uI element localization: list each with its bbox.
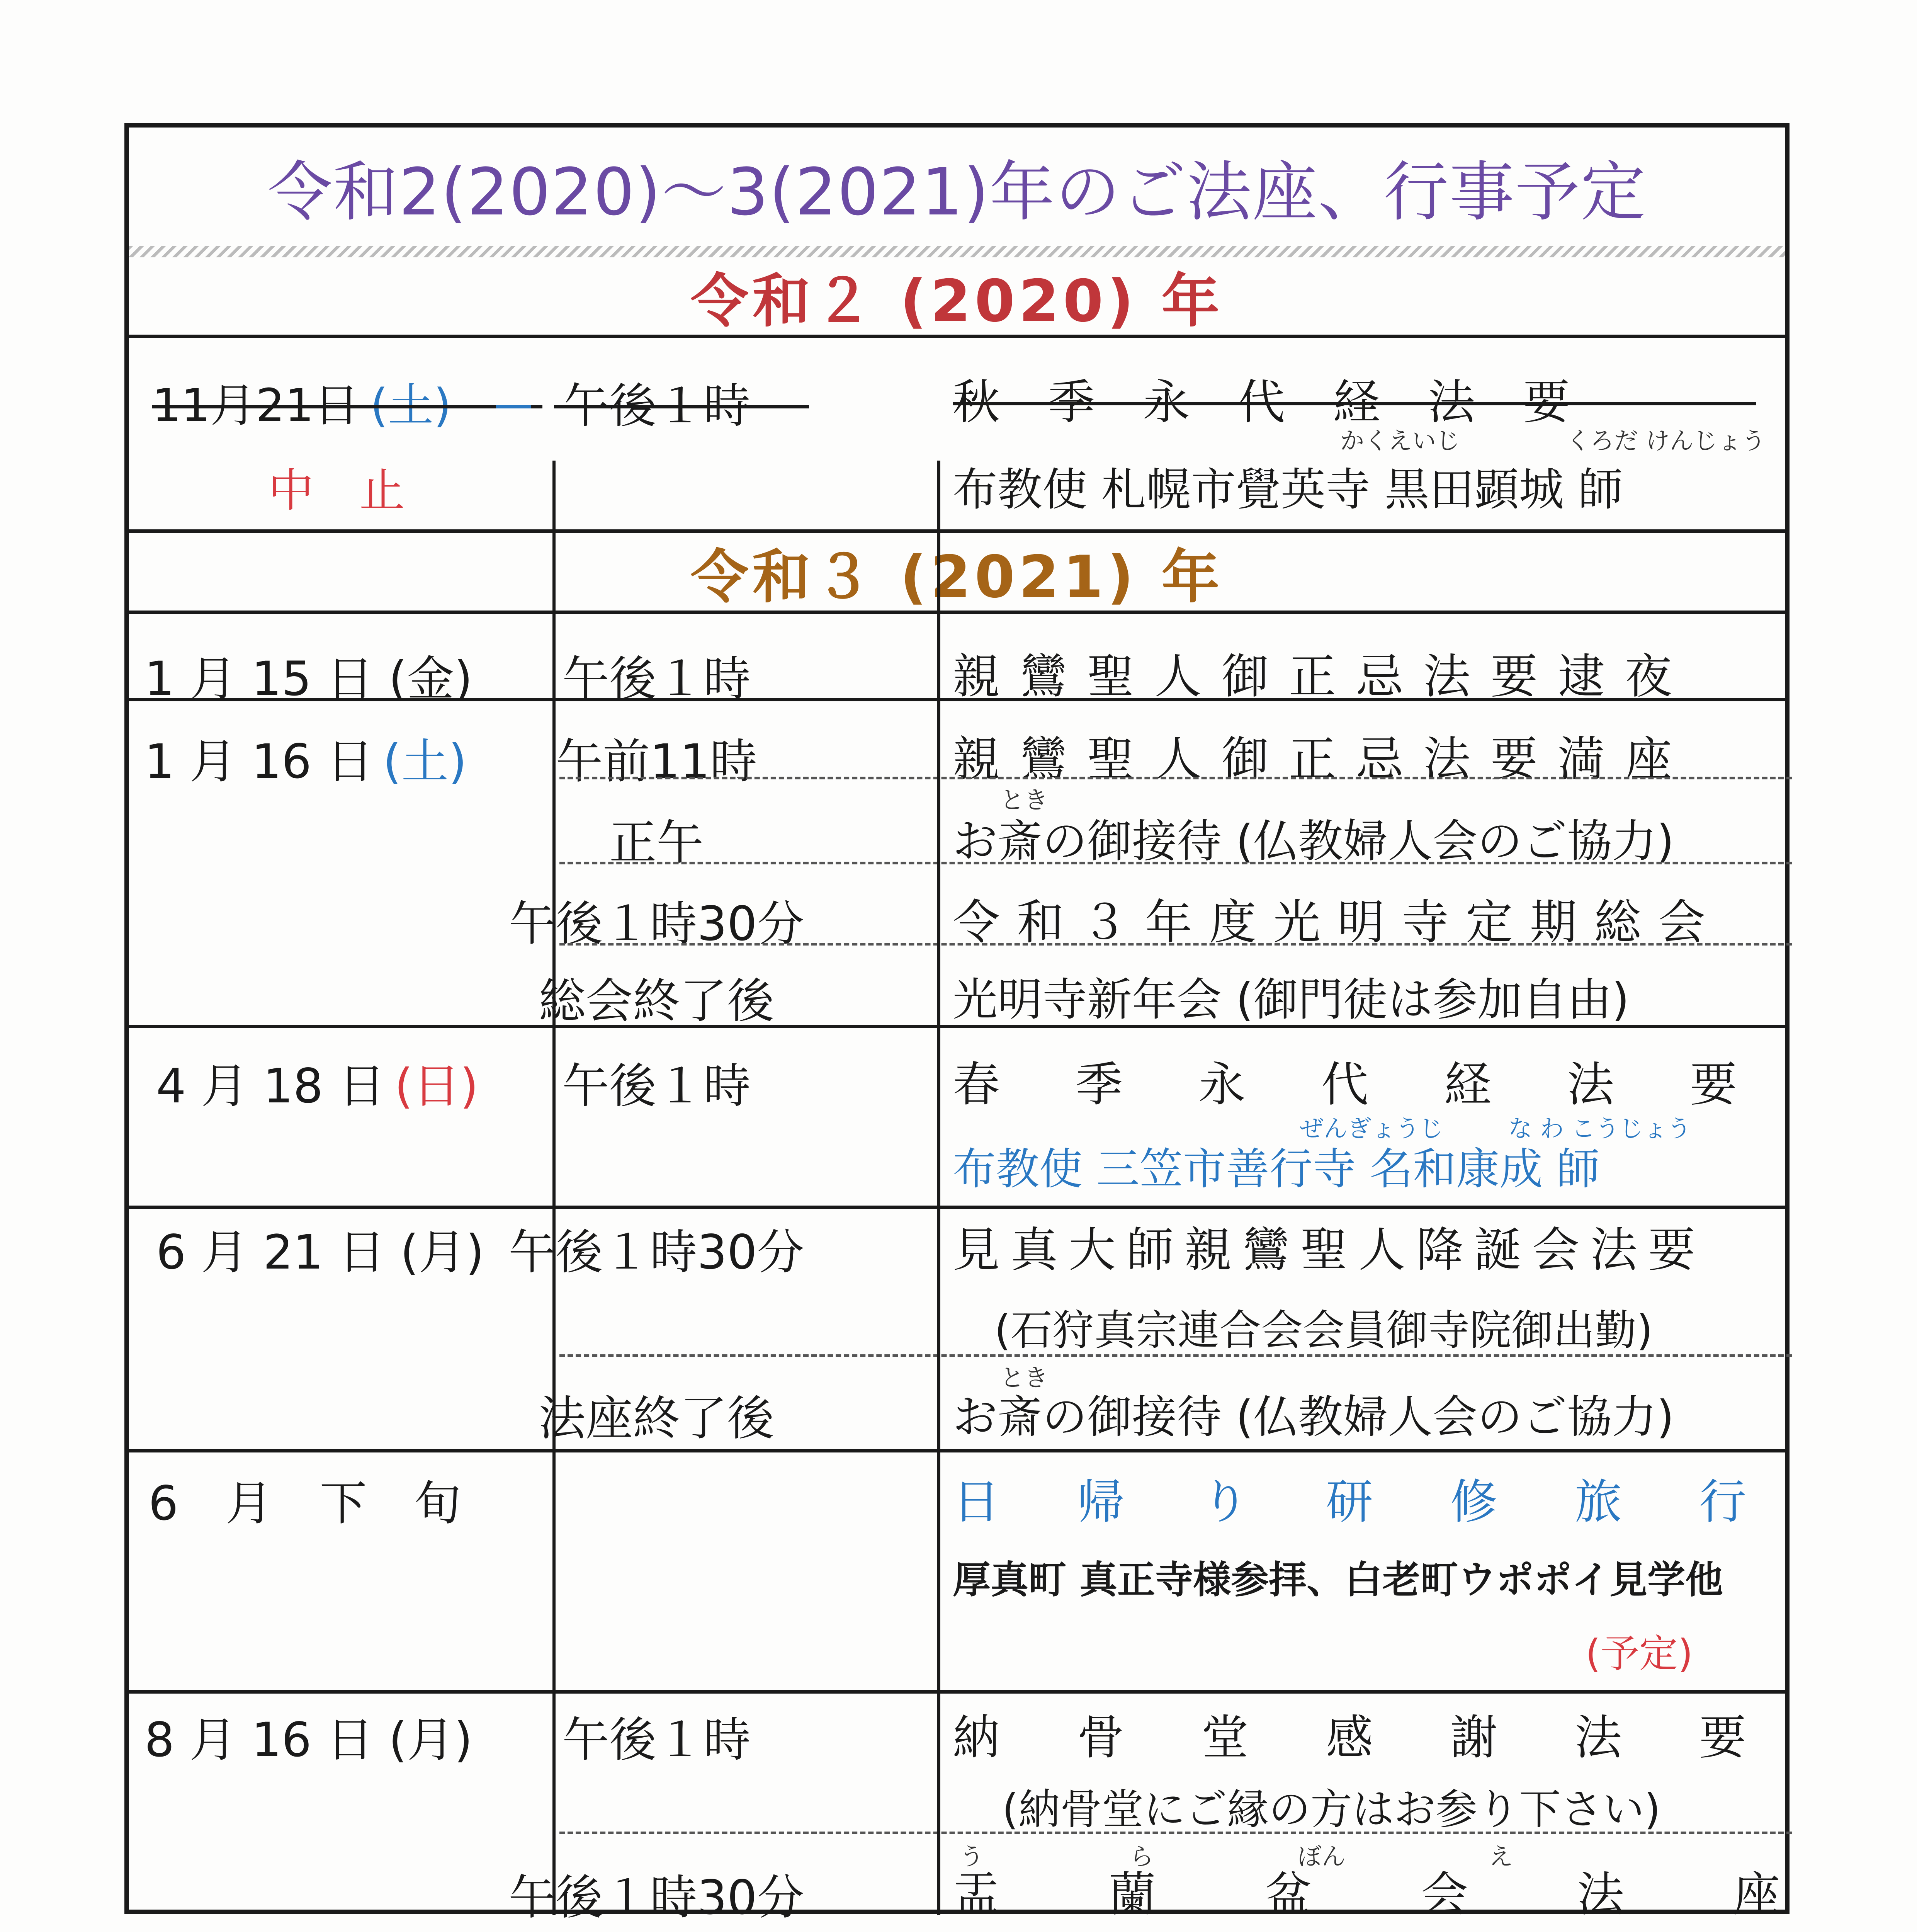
dashed-divider [559, 862, 1792, 864]
date-text: 11月21日 [152, 379, 360, 432]
row-divider [129, 335, 1785, 338]
preacher-2020: 布教使 札幌市覺英寺 黒田顕城 師 [953, 464, 1623, 516]
event-day-trip: 日帰り研修旅行 [953, 1475, 1824, 1529]
row-divider [129, 698, 1785, 701]
ruby-name: な わ こうじょう [1508, 1114, 1691, 1143]
weekday-saturday: (土) [383, 734, 467, 789]
time-2020: 午後１時 [562, 379, 751, 434]
event-2020: 秋季永代経法要 [953, 375, 1618, 430]
schedule-table [124, 123, 1889, 1925]
column-divider [937, 611, 940, 1915]
ruby-u: う [960, 1842, 984, 1871]
ruby-temple: かくえいじ [1340, 427, 1460, 455]
event-aug16-sub: (納骨堂にご縁の方はお参り下さい) [1002, 1786, 1661, 1834]
event-jan15: 親鸞聖人御正忌法要逮夜 [953, 649, 1692, 704]
ruby-e: え [1489, 1842, 1513, 1871]
row-divider [129, 1449, 1785, 1452]
event-otoki: お斎の御接待 (仏教婦人会のご協力) [953, 815, 1674, 867]
year-heading-2021: 令和３ (2021) 年 [690, 544, 1224, 611]
ruby-name: くろだ けんじょう [1566, 427, 1766, 455]
event-urabon: 盂蘭盆会法座 [953, 1867, 1889, 1922]
year-heading-2020: 令和２ (2020) 年 [690, 268, 1224, 335]
time-noon: 正午 [609, 815, 704, 870]
date-jan15: 1 月 15 日 (金) [144, 651, 473, 706]
event-otoki-2: お斎の御接待 (仏教婦人会のご協力) [953, 1391, 1674, 1443]
time-urabon: 午後１時30分 [508, 1870, 804, 1925]
time-assembly: 午後１時30分 [508, 896, 804, 951]
canceled-label: 中 止 [268, 464, 405, 517]
weekday-saturday: (土) [370, 379, 452, 432]
dashed-divider [559, 777, 1792, 779]
time-after-service: 法座終了後 [539, 1391, 774, 1446]
strikethrough-line [953, 402, 1756, 405]
time-aug16: 午後１時 [562, 1713, 751, 1767]
event-assembly: 令和３年度光明寺定期総会 [953, 895, 1722, 950]
ruby-ra: ら [1130, 1842, 1154, 1871]
weekday-sunday: (日) [394, 1059, 479, 1114]
time-jun21: 午後１時30分 [508, 1225, 804, 1280]
preacher-apr18: 布教使 三笠市善行寺 名和康成 師 [953, 1144, 1600, 1194]
event-newyear: 光明寺新年会 (御門徒は参加自由) [953, 974, 1630, 1026]
row-divider [129, 1206, 1785, 1209]
time-jan15: 午後１時 [562, 651, 751, 706]
row-divider [129, 1025, 1785, 1028]
dashed-divider [559, 1354, 1792, 1357]
date-apr18: 4 月 18 日 (日) [156, 1059, 479, 1114]
event-jun21: 見真大師親鸞聖人降誕会法要 [953, 1223, 1706, 1277]
event-apr18: 春季永代経法要 [953, 1057, 1813, 1112]
column-divider [552, 611, 556, 1915]
time-after-assembly: 総会終了後 [539, 974, 774, 1029]
date-aug16: 8 月 16 日 (月) [144, 1713, 473, 1767]
page-title: 令和2(2020)～3(2021)年のご法座、行事予定 [267, 154, 1647, 230]
time-apr18: 午後１時 [562, 1059, 751, 1114]
time-jan16: 午前11時 [556, 734, 757, 789]
date-jun21: 6 月 21 日 (月) [156, 1225, 484, 1280]
dashed-divider [559, 1832, 1792, 1834]
dashed-divider [559, 943, 1792, 946]
date-late-june: 6 月 下 旬 [148, 1476, 461, 1531]
event-jun21-sub: (石狩真宗連合会会員御寺院御出勤) [994, 1306, 1653, 1355]
date-jan16: 1 月 16 日 (土) [144, 734, 467, 789]
ruby-temple: ぜんぎょうじ [1300, 1114, 1444, 1143]
ruby-toki: とき [1000, 1364, 1049, 1392]
strikethrough-line [554, 405, 809, 408]
event-jan16: 親鸞聖人御正忌法要満座 [953, 732, 1692, 787]
row-divider [129, 611, 1785, 614]
event-day-trip-detail: 厚真町 真正寺様参拝、白老町ウポポイ見学他 [953, 1558, 1723, 1602]
ruby-bon: ぼん [1298, 1842, 1346, 1871]
event-aug16: 納骨堂感謝法要 [953, 1710, 1824, 1765]
tentative-note: (予定) [1586, 1631, 1693, 1676]
ruby-toki: とき [1000, 786, 1049, 814]
row-divider [129, 1690, 1785, 1694]
